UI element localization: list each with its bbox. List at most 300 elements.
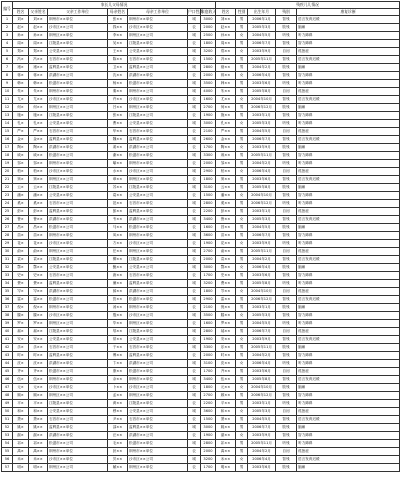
table-cell: 孙× <box>13 32 29 40</box>
table-cell: 智残 <box>276 136 297 144</box>
table-cell: 听残 <box>276 80 297 88</box>
table-cell: 潘×× <box>29 192 48 200</box>
table-cell: 智残 <box>276 192 297 200</box>
table-cell: 肢残 <box>276 384 297 392</box>
table-cell: 2006年7月 <box>248 232 276 240</box>
column-header: 出生年月 <box>248 9 276 16</box>
table-cell: 农 <box>188 24 201 32</box>
table-cell: 邹×× <box>29 160 48 168</box>
table-cell: 男 <box>236 152 248 160</box>
table-cell: 男 <box>236 376 248 384</box>
table-cell: 元×× <box>216 384 236 392</box>
table-cell: 听残 <box>276 320 297 328</box>
table-cell: 酆×× <box>216 264 236 272</box>
table-cell: 48 <box>2 392 13 400</box>
table-cell: 自闭 <box>276 408 297 416</box>
group-header-row <box>2 2 400 9</box>
table-cell: 罗×× <box>216 320 236 328</box>
table-cell: 1700 <box>201 464 216 472</box>
table-cell: 女 <box>236 264 248 272</box>
table-cell: 智残 <box>276 376 297 384</box>
table-cell: 女 <box>236 432 248 440</box>
table-cell: 自闭 <box>276 208 297 216</box>
table-cell: 祁×× <box>29 440 48 448</box>
table-cell: 荆州市××单位 <box>48 88 108 96</box>
table-cell: 时× <box>13 352 29 360</box>
table-cell: 沙市区××单位 <box>48 168 108 176</box>
table-cell: 荆州市××单位 <box>48 16 108 24</box>
table-cell: 男 <box>236 304 248 312</box>
table-cell: 智力障碍 <box>297 232 400 240</box>
table-cell: 女 <box>236 144 248 152</box>
table-cell: 男 <box>236 464 248 472</box>
table-cell: 顾×× <box>216 392 236 400</box>
table-cell: 窦×× <box>216 176 236 184</box>
table-cell: 石首市××公司 <box>48 128 108 136</box>
table-row <box>2 384 400 392</box>
table-cell: 城 <box>188 104 201 112</box>
table-cell: 黄×× <box>108 400 128 408</box>
table-cell: 56 <box>2 456 13 464</box>
table-cell: 和× <box>13 408 29 416</box>
table-cell: 2004年2月 <box>248 256 276 264</box>
table-cell: 石首市××公司 <box>48 416 108 424</box>
table-cell: 朱×× <box>216 88 236 96</box>
table-cell: 江陵县××单位 <box>128 40 188 48</box>
table-cell: 沙市区××公司 <box>128 168 188 176</box>
table-cell: 湛×× <box>29 432 48 440</box>
table-cell: 沙市区××公司 <box>128 240 188 248</box>
table-cell: 沙市区××单位 <box>128 96 188 104</box>
table-cell: 2006年12月 <box>248 104 276 112</box>
table-cell: 任×× <box>108 248 128 256</box>
table-row <box>2 32 400 40</box>
table-cell: 2006年4月 <box>248 456 276 464</box>
table-cell: 祁×× <box>216 440 236 448</box>
table-cell: 2004年5月 <box>248 224 276 232</box>
table-cell: 脑瘫 <box>297 264 400 272</box>
table-cell: 农 <box>188 96 201 104</box>
table-cell: 俞×× <box>216 248 236 256</box>
table-cell: 女 <box>236 456 248 464</box>
table-cell: 4 <box>2 40 13 48</box>
table-cell: 2003年1月 <box>248 208 276 216</box>
table-cell: 公安县××单位 <box>48 408 108 416</box>
table-cell: 智残 <box>276 176 297 184</box>
column-header: 母亲姓名 <box>108 9 128 16</box>
table-cell: 萧×× <box>29 416 48 424</box>
table-row <box>2 272 400 280</box>
table-cell: 听残 <box>276 360 297 368</box>
table-cell: 严×× <box>29 128 48 136</box>
table-cell: 沙市区××单位 <box>48 96 108 104</box>
table-cell: 尤×× <box>216 96 236 104</box>
registry-table <box>1 1 400 472</box>
table-row <box>2 248 400 256</box>
table-cell: 石首市××单位 <box>128 416 188 424</box>
table-cell: 金×× <box>29 136 48 144</box>
table-cell: 卜×× <box>108 384 128 392</box>
table-row <box>2 120 400 128</box>
table-cell: 农 <box>188 448 201 456</box>
table-cell: 邵×× <box>108 424 128 432</box>
table-cell: 农 <box>188 352 201 360</box>
table-cell: 平× <box>13 400 29 408</box>
table-cell: 洪湖市××单位 <box>48 288 108 296</box>
table-cell: 汪×× <box>108 432 128 440</box>
table-cell: 何×× <box>216 104 236 112</box>
table-cell: 2004年5月 <box>248 32 276 40</box>
table-cell: 语言发育迟缓 <box>297 416 400 424</box>
table-cell: 花× <box>13 240 29 248</box>
table-cell: 荆州市××单位 <box>48 232 108 240</box>
table-cell: 2800 <box>201 440 216 448</box>
table-cell: 1500 <box>201 192 216 200</box>
table-cell: 2005年8月 <box>248 184 276 192</box>
table-cell: 监利县××单位 <box>48 280 108 288</box>
table-cell: 男 <box>236 424 248 432</box>
column-header-row <box>2 9 400 16</box>
table-cell: 奚× <box>13 200 29 208</box>
table-cell: 1500 <box>201 416 216 424</box>
column-header: 残别 <box>276 9 297 16</box>
table-cell: 2006年4月 <box>248 360 276 368</box>
table-cell: 明×× <box>216 464 236 472</box>
table-cell: 46 <box>2 376 13 384</box>
table-row <box>2 240 400 248</box>
table-cell: 32 <box>2 264 13 272</box>
table-cell: 邬×× <box>108 328 128 336</box>
table-cell: 54 <box>2 440 13 448</box>
table-cell: 苗×× <box>29 232 48 240</box>
table-cell: 江陵县××单位 <box>128 400 188 408</box>
table-cell: 葛×× <box>108 192 128 200</box>
table-cell: 石首市××公司 <box>48 200 108 208</box>
table-cell: 智力障碍 <box>297 40 400 48</box>
table-cell: 云×× <box>216 184 236 192</box>
table-cell: 湛× <box>13 432 29 440</box>
table-cell: 男 <box>236 416 248 424</box>
table-cell: 刘×× <box>216 16 236 24</box>
table-cell: 祁× <box>13 440 29 448</box>
table-cell: 女 <box>236 408 248 416</box>
table-cell: 岑× <box>13 288 29 296</box>
table-cell: 沙市区××单位 <box>48 456 108 464</box>
table-row <box>2 312 400 320</box>
table-cell: 3400 <box>201 376 216 384</box>
table-cell: 语言发育迟缓 <box>297 136 400 144</box>
table-cell: 4000 <box>201 88 216 96</box>
table-cell: 2 <box>2 24 13 32</box>
table-cell: 松滋市××单位 <box>128 224 188 232</box>
table-cell: 明× <box>13 464 29 472</box>
table-cell: 肢残 <box>276 464 297 472</box>
table-cell: 沙市区××单位 <box>48 312 108 320</box>
table-cell: 3100 <box>201 360 216 368</box>
table-cell: 昌×× <box>29 224 48 232</box>
table-cell: 史× <box>13 272 29 280</box>
table-cell: 农 <box>188 400 201 408</box>
table-cell: 卞×× <box>108 360 128 368</box>
table-cell: 听力障碍 <box>297 320 400 328</box>
table-cell: 平×× <box>216 400 236 408</box>
table-cell: 脑瘫 <box>297 464 400 472</box>
table-cell: 7 <box>2 64 13 72</box>
table-cell: 3200 <box>201 456 216 464</box>
table-cell: 2004年5月 <box>248 416 276 424</box>
table-cell: 喻×× <box>108 160 128 168</box>
table-cell: 45 <box>2 368 13 376</box>
table-cell: 孤独症 <box>297 448 400 456</box>
table-cell: 1800 <box>201 384 216 392</box>
table-cell: 米×× <box>216 456 236 464</box>
table-cell: 2100 <box>201 128 216 136</box>
table-cell: 肢残 <box>276 24 297 32</box>
table-cell: 2800 <box>201 64 216 72</box>
table-row <box>2 112 400 120</box>
table-cell: 男 <box>236 272 248 280</box>
table-row <box>2 216 400 224</box>
table-cell: 智残 <box>276 16 297 24</box>
table-cell: 严× <box>13 128 29 136</box>
table-cell: 农 <box>188 464 201 472</box>
table-cell: 赵×× <box>29 24 48 32</box>
table-cell: 2003年6月 <box>248 176 276 184</box>
table-cell: 农 <box>188 112 201 120</box>
table-cell: 毛×× <box>108 440 128 448</box>
table-cell: 2006年1月 <box>248 16 276 24</box>
table-cell: 云×× <box>29 184 48 192</box>
table-cell: 城 <box>188 32 201 40</box>
table-cell: 安×× <box>216 336 236 344</box>
table-cell: 城 <box>188 64 201 72</box>
table-cell: 1500 <box>201 56 216 64</box>
table-cell: 城 <box>188 200 201 208</box>
table-cell: 男 <box>236 368 248 376</box>
table-cell: 花×× <box>29 240 48 248</box>
table-cell: 智残 <box>276 72 297 80</box>
table-cell: 女 <box>236 360 248 368</box>
table-row <box>2 128 400 136</box>
table-cell: 1600 <box>201 96 216 104</box>
table-cell: 倪×× <box>216 304 236 312</box>
table-cell: 听力障碍 <box>297 440 400 448</box>
table-cell: 智残 <box>276 40 297 48</box>
table-cell: 2006年12月 <box>248 296 276 304</box>
table-cell: 狄×× <box>108 448 128 456</box>
table-cell: 智残 <box>276 152 297 160</box>
table-cell: 城 <box>188 312 201 320</box>
table-cell: 农 <box>188 368 201 376</box>
table-cell: 陶×× <box>29 144 48 152</box>
table-cell: 洪湖市××单位 <box>128 72 188 80</box>
table-row <box>2 320 400 328</box>
table-cell: 智残 <box>276 232 297 240</box>
table-cell: 袁×× <box>216 256 236 264</box>
table-cell: 城 <box>188 424 201 432</box>
table-cell: 3000 <box>201 120 216 128</box>
table-cell: 男 <box>236 440 248 448</box>
column-header: 康复诊断 <box>297 9 400 16</box>
table-cell: 石首市××公司 <box>48 344 108 352</box>
table-cell: 女 <box>236 384 248 392</box>
table-cell: 赵× <box>13 24 29 32</box>
table-cell: 女 <box>236 168 248 176</box>
table-cell: 洪湖市××单位 <box>48 360 108 368</box>
table-cell: 顾× <box>13 392 29 400</box>
table-cell: 金× <box>13 136 29 144</box>
table-row <box>2 368 400 376</box>
table-cell: 2000 <box>201 352 216 360</box>
table-row <box>2 464 400 472</box>
table-cell: 监利县××单位 <box>48 64 108 72</box>
table-cell: 孤独症 <box>297 288 400 296</box>
table-cell: 语言发育迟缓 <box>297 336 400 344</box>
table-cell: 沙市区××公司 <box>48 24 108 32</box>
table-cell: 韩×× <box>29 80 48 88</box>
table-cell: 智力障碍 <box>297 392 400 400</box>
table-cell: 松滋市××公司 <box>48 296 108 304</box>
table-cell: 男 <box>236 88 248 96</box>
table-cell: 自闭 <box>276 48 297 56</box>
table-row <box>2 456 400 464</box>
table-cell: 脑瘫 <box>297 304 400 312</box>
table-cell: 42 <box>2 344 13 352</box>
table-row <box>2 168 400 176</box>
table-cell: 智力障碍 <box>297 272 400 280</box>
table-cell: 男 <box>236 448 248 456</box>
table-cell: 城 <box>188 456 201 464</box>
table-cell: 松滋市××单位 <box>128 368 188 376</box>
table-cell: 齐× <box>13 368 29 376</box>
table-cell: 50 <box>2 408 13 416</box>
table-cell: 智残 <box>276 416 297 424</box>
table-cell: 俞×× <box>29 248 48 256</box>
table-row <box>2 208 400 216</box>
table-cell: 城 <box>188 216 201 224</box>
table-cell: 语言发育迟缓 <box>297 16 400 24</box>
table-cell: 男 <box>236 24 248 32</box>
table-cell: 余×× <box>108 376 128 384</box>
table-cell: 听力障碍 <box>297 280 400 288</box>
table-cell: 禹×× <box>216 448 236 456</box>
table-cell: 2003年6月 <box>248 272 276 280</box>
table-cell: 姚× <box>13 424 29 432</box>
table-cell: 萧× <box>13 416 29 424</box>
table-cell: 沙市区××单位 <box>48 384 108 392</box>
table-cell: 章×× <box>108 176 128 184</box>
table-cell: 2003年6月 <box>248 80 276 88</box>
table-cell: 平×× <box>29 400 48 408</box>
table-cell: 孤独症 <box>297 408 400 416</box>
table-cell: 雷×× <box>216 296 236 304</box>
table-cell: 严×× <box>216 128 236 136</box>
table-cell: 时×× <box>29 352 48 360</box>
table-cell: 2000 <box>201 160 216 168</box>
table-cell: 听残 <box>276 440 297 448</box>
table-cell: 公安县××公司 <box>48 48 108 56</box>
table-cell: 智残 <box>276 352 297 360</box>
table-cell: 听力障碍 <box>297 160 400 168</box>
table-cell: 韩× <box>13 80 29 88</box>
table-row <box>2 296 400 304</box>
table-cell: 男 <box>236 392 248 400</box>
table-cell: 2005年11月 <box>248 344 276 352</box>
table-cell: 潘× <box>13 192 29 200</box>
table-cell: 荆州区××公司 <box>48 248 108 256</box>
table-cell: 何× <box>13 104 29 112</box>
table-cell: 22 <box>2 184 13 192</box>
table-cell: 荆州市××单位 <box>128 232 188 240</box>
table-cell: 2005年8月 <box>248 88 276 96</box>
table-cell: 汤×× <box>108 304 128 312</box>
table-cell: 鲁×× <box>29 216 48 224</box>
table-cell: 16 <box>2 136 13 144</box>
table-cell: 55 <box>2 448 13 456</box>
table-cell: 1800 <box>201 40 216 48</box>
table-cell: 肢残 <box>276 184 297 192</box>
table-cell: 41 <box>2 336 13 344</box>
table-cell: 男 <box>236 16 248 24</box>
table-cell: 石首市××单位 <box>128 56 188 64</box>
table-cell: 男 <box>236 344 248 352</box>
table-cell: 2005年3月 <box>248 24 276 32</box>
table-cell: 3400 <box>201 216 216 224</box>
table-cell: 王×× <box>108 48 128 56</box>
table-cell: 2006年12月 <box>248 392 276 400</box>
table-cell: 2200 <box>201 208 216 216</box>
table-cell: 2006年7月 <box>248 424 276 432</box>
table-cell: 岑×× <box>216 288 236 296</box>
table-cell: 萧×× <box>216 416 236 424</box>
table-cell: 女 <box>236 216 248 224</box>
table-cell: 男 <box>236 184 248 192</box>
table-cell: 孟×× <box>108 392 128 400</box>
table-cell: 2005年8月 <box>248 376 276 384</box>
table-cell: 男 <box>236 256 248 264</box>
table-cell: 滕×× <box>216 312 236 320</box>
table-cell: 2700 <box>201 248 216 256</box>
column-header: 父亲姓名 <box>30 9 46 14</box>
table-cell: 江陵县××单位 <box>48 400 108 408</box>
table-cell: 范×× <box>108 200 128 208</box>
table-row <box>2 184 400 192</box>
table-cell: 53 <box>2 432 13 440</box>
table-cell: 监利县××单位 <box>48 352 108 360</box>
table-cell: 城 <box>188 120 201 128</box>
table-cell: 松滋市××单位 <box>48 80 108 88</box>
table-cell: 男 <box>236 128 248 136</box>
table-row <box>2 152 400 160</box>
table-row <box>2 392 400 400</box>
table-cell: 石首市××单位 <box>128 200 188 208</box>
table-cell: 9 <box>2 80 13 88</box>
table-cell: 自闭 <box>276 168 297 176</box>
table-cell: 监利县××单位 <box>128 208 188 216</box>
table-cell: 荆州市××单位 <box>48 448 108 456</box>
table-cell: 2800 <box>201 200 216 208</box>
table-row <box>2 424 400 432</box>
table-cell: 智残 <box>276 296 297 304</box>
table-cell: 2005年11月 <box>248 440 276 448</box>
table-cell: 郑× <box>13 48 29 56</box>
table-cell: 36 <box>2 296 13 304</box>
column-header: 户口性质 <box>188 9 204 14</box>
table-cell: 荆州区××公司 <box>48 392 108 400</box>
table-cell: 城 <box>188 168 201 176</box>
table-cell: 刘×× <box>29 16 48 24</box>
table-cell: 女 <box>236 72 248 80</box>
